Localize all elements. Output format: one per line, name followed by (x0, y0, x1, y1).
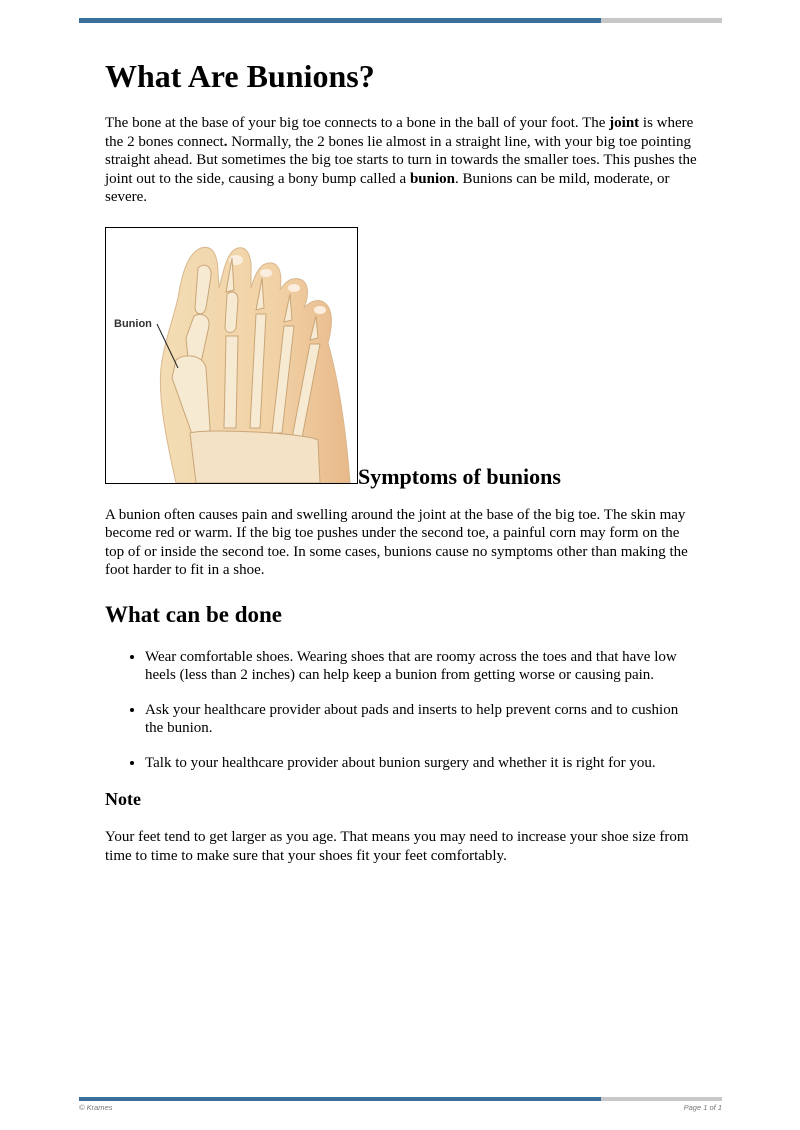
page-title: What Are Bunions? (105, 58, 375, 94)
list-item: • Talk to your healthcare provider about bunion surgery and whether it is right for you. (145, 754, 700, 773)
note-heading: Note (105, 789, 141, 809)
symptoms-paragraph: A bunion often causes pain and swelling around the joint at the base of the big toe. The skin may become red or warm. If the big toe pushes under the second toe, a painful corn may form on the top of or inside the second toe. In some cases, bunions cause no symptoms other than making the foot harder to fit in a shoe. (105, 506, 688, 578)
foot-drawing (106, 228, 357, 483)
what-can-be-done-heading: What can be done (105, 601, 282, 627)
figure-row (105, 227, 700, 489)
header-rule (79, 18, 722, 23)
intro-bold-joint: joint (609, 115, 640, 131)
intro-text-1: The bone at the base of your big toe connects to a bone in the ball of your foot. The (105, 115, 610, 131)
footer-rule-accent (79, 1097, 601, 1101)
footer-page-number: Page 1 of 1 (683, 1103, 722, 1112)
note-paragraph: Your feet tend to get larger as you age. That means you may need to increase your shoe size from time to time to make sure that your shoes fit your feet comfortably. (105, 829, 689, 864)
intro-bold-bunion: bunion (409, 170, 455, 187)
symptoms-heading: Symptoms of bunions (358, 463, 561, 489)
recommendations-list (105, 648, 700, 773)
intro-text-2: is where the 2 bones connect (105, 115, 694, 150)
list-item: • Wear comfortable shoes. Wearing shoes that are roomy across the toes and that have low heels (less than 2 inches) can help keep a bunion from getting worse or causing pain. (145, 648, 700, 685)
intro-bold-period: . (223, 133, 228, 150)
footer-copyright: © Krames (79, 1103, 113, 1112)
intro-text-4: . Bunions can be mild, moderate, or severe. (105, 170, 670, 205)
document-body (105, 56, 700, 865)
intro-text-3: Normally, the 2 bones lie almost in a straight line, with your big toe pointing straight ahead. But sometimes the big toe starts to turn in towards the smaller toes. This pushes the joint out to the side, causing a bony bump called a (105, 133, 697, 187)
footer-rule (79, 1097, 722, 1101)
list-item: • Ask your healthcare provider about pads and inserts to help prevent corns and to cushion the bunion. (145, 701, 700, 738)
intro-paragraph (105, 114, 700, 207)
header-rule-accent (79, 18, 601, 23)
bunion-foot-illustration (105, 227, 358, 484)
bunion-label: Bunion (114, 317, 152, 330)
